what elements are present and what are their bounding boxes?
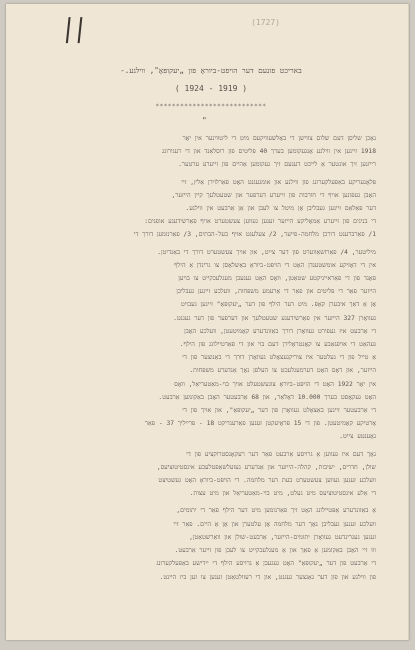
text-line: אָן אַ דאַך איבערן קאָפּ. מיט דער הילף פון דער „יעקופּאָ" זיינען געבויט <box>181 301 376 309</box>
text-line: די אַרבעט פון דער „יעקופּאָ" האָט געגעבן אַ גרויסע הילף די יידישע באַפעלקערונג <box>156 560 376 568</box>
text-line: די אַרבעט איז געפירט געוואָרן דורך באַזונדערע קאָמיטעטן, וועלכע האָבן <box>184 327 376 335</box>
text-line: דער פּאַלאַם זיינען געבליבן אָן מיטל צו לעבן און אַן אַרבעט אין ווילנע. <box>185 205 376 213</box>
text-line: די אַלע אינסטיטוציעס מיט געלט, מיט בוי-מאַטעריאַל און מיט עצות. <box>189 490 376 498</box>
text-line: וועלכע זענען געבליבן נאָך דער מלחמה אָן עלטערן און אָן אַ היים. פאַר זיי <box>173 520 376 528</box>
document-title: באריכט פונעם דער הויפט-ביוראָ פון „יעקופּאָ", ווילנע.- <box>120 66 302 75</box>
text-line: פּלאָנעריקע באַפעלקערונג פון ווילנע און אומגעגנט האָט פאַרלוירן אַלץ, זיי <box>181 178 376 186</box>
text-line: די אַרבעטער זיינען באַצאָלט געוואָרן פון דער „יעקופּאָ", און אויך פון די <box>182 407 376 415</box>
text-line: פאָנד פון די פאַראייניקטע שטאַטן, וואָס האָט געגעבן מעגלעכקייט צו בויען <box>178 275 376 283</box>
text-line: 1/ פאַרברענט דורכן מלחמה-פייער, 2/ צעלעגט אויף בעל-הבתים, 3/ פאַרנומען דורך די <box>133 231 376 239</box>
document-page <box>6 4 409 640</box>
document-body <box>36 132 376 584</box>
text-line: שולן, חדרים, ישיבות, קהלה-הייזער און אַנדערע געזעלשאַפטלעכע אינסטיטוציעס, <box>156 463 376 471</box>
text-line: געוואָרן 327 הייזער אין פאַרשידענע שטעטלעך און דערפער פון דער געגנט. <box>173 314 376 322</box>
text-line: נאָכן שליסן דעם שלום צווישן די באָלשעוויקעס מיט די ליטווינער אין יאָר <box>182 135 376 142</box>
text-line: הייזער פאַר די פּליטים און פאַר די אַרעמע משפּחות, וועלכע זיינען געבליבן <box>176 288 376 296</box>
separator-stars: *************************** <box>155 103 267 110</box>
text-line: אָרטיקע קאָמיטעטן. פון די 15 פּראָיעקטן זענען פאַרענדיקט 18 - פרייליך 37 - פאַר <box>144 420 376 428</box>
text-line: די בנינים פון זייערע אַמאָליקע הייזער זענען געווען צעשטערט אויף פאַרשידענע אופנים: <box>144 218 376 226</box>
archive-stamp: (1727) <box>251 18 280 27</box>
handwritten-mark: || <box>62 14 90 44</box>
text-line: נאָענטע צייט. <box>339 433 376 441</box>
text-line: זענען געגרינדעט געוואָרן יתומים-הייזער, אַרבעט-שולן און וואַרשטאַטן, <box>189 533 376 541</box>
text-line: אין יאָר 1922 האָט די הויפּט-ביוראָ צוגעשטעלט אויך בוי-מאַטעריאַל, וואָס <box>174 380 376 388</box>
text-line: 1918 זיינען אין ווילנע אָנגעקומען בערך 40 פּליטים פון רוסלאַנד און די רעגירונג <box>162 148 376 156</box>
text-line: אין די דאָזיקע אומשטענדן האָט די הויפּט-ביוראָ באַשלאָסן צו גרינדן אַ הילף <box>174 261 376 269</box>
text-line: נאָך דעם איז געווען אַ גרויסע אַרבעט פאַר דער רעקאָנסטרוקציע פון די <box>186 450 376 458</box>
document-years: ( 1924 - 1919 ) <box>174 84 248 93</box>
text-line: מיליטער, 4/ פאַרזשאַווערט פון דער צייט, און אויך צעשטערט דורך די באַנדיטן. <box>157 248 376 256</box>
text-line: וווּ זיי האָבן באַקומען אַ פאַך און אַ מעגלעכקייט צו לעבן פון זייער אַרבעט. <box>174 547 376 555</box>
quote-mark: " <box>202 116 207 125</box>
text-line: אַ טייל פון די געלטער איז צוריקגעצאָלט געוואָרן דורך די באַנוצער פון די <box>182 354 376 362</box>
text-line: אַ באַזונדערע אָפּטיילונג האָט זיך פאַרנומען מיט דער הילף פאַר די יתומים, <box>176 507 376 515</box>
text-line: וועלכע זענען געווען צעשטערט בעת דער מלחמה. די הויפּט-ביוראָ האָט געשטיצט <box>158 477 376 485</box>
text-line: האָט געקאָסט בערך 10.000 דאָלאַר, און 68 אַרבעטער האָבן באַקומען אַרבעט. <box>158 393 376 401</box>
text-line: האָבן געפונען אויף די חורבות פון זייערע דערפער און שטעטלעך קיין הייזער, <box>171 191 376 199</box>
text-line: הייזער, און דאָס האָט דערמעגלעכט צו העלפן נאָך אַנדערע משפּחות. <box>189 367 376 375</box>
text-line: רייזנען זיך אונטער אַ לייכט דענעם זיך געקומען אַהיים פון זייערע ערטער. <box>178 161 376 169</box>
text-line: פון ווילנע און פון דער גאַנצער געגנט, און די רעזולטאַטן זענען צו זען ביז היינט. <box>159 573 376 581</box>
text-line: געהאַט די אויפגאַבע צו קאָנטראָלירן דעם בוי און די פאַרטיילונג פון הילף. <box>179 341 376 349</box>
